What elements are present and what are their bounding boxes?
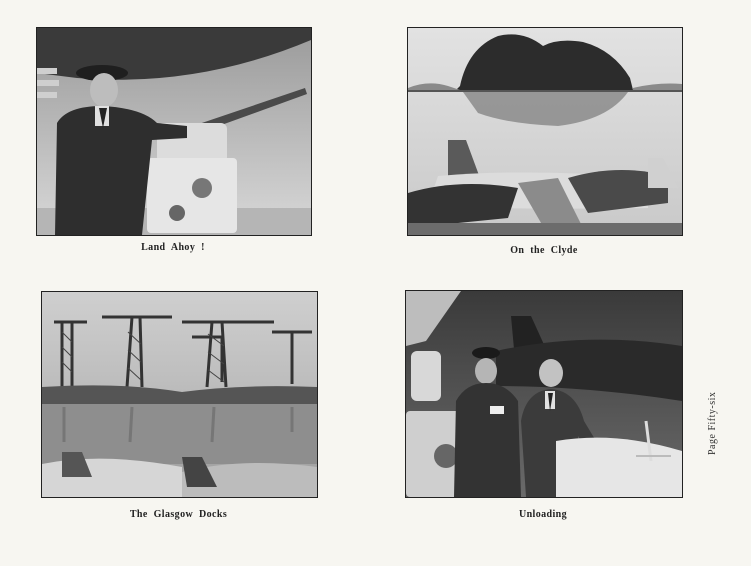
- caption-on-the-clyde: On the Clyde: [510, 245, 578, 256]
- page-number: Page Fifty-six: [707, 391, 718, 455]
- caption-glasgow-docks: The Glasgow Docks: [129, 509, 228, 520]
- photo-on-the-clyde-image: [408, 28, 682, 235]
- photo-land-ahoy-image: [37, 28, 311, 235]
- photo-unloading: [405, 290, 683, 498]
- photo-unloading-image: [406, 291, 682, 497]
- photo-glasgow-docks-image: [42, 292, 317, 497]
- photo-glasgow-docks: [41, 291, 318, 498]
- photo-land-ahoy: [36, 27, 312, 236]
- photo-on-the-clyde: [407, 27, 683, 236]
- caption-unloading: Unloading: [518, 509, 568, 520]
- caption-land-ahoy: Land Ahoy !: [141, 242, 205, 253]
